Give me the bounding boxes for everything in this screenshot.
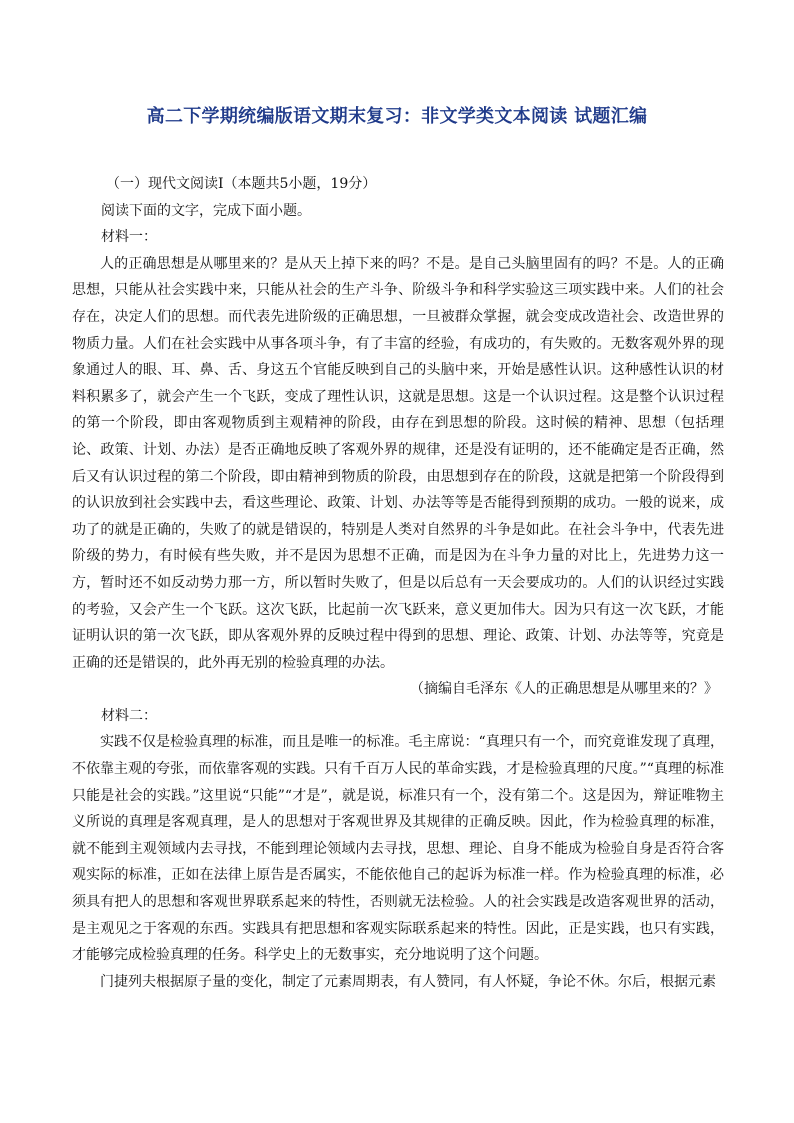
material-two-text: 实践不仅是检验真理的标准，而且是唯一的标准。毛主席说：“真理只有一个，而究竟谁发现了真理，不依靠主观的夸张，而依靠客观的实践。只有千百万人民的革命实践，才是检验真理的尺度。”“真理的标准只能是社会的实践。”这里说“只能”“才是”，就是说，标准只有一个，没有第二个。这是因为，辩证唯物主义所说的真理是客观真理，是人的思想对于客观世界及其规律的正确反映。因此，作为检验真理的标准，就不能到主观领域内去寻找，不能到理论领域内去寻找，思想、理论、自身不能成为检验自身是否符合客观实际的标准，正如在法律上原告是否属实，不能依他自己的起诉为标准一样。作为检验真理的标准，必须具有把人的思想和客观世界联系起来的特性，否则就无法检验。人的社会实践是改造客观世界的活动，是主观见之于客观的东西。实践具有把思想和客观实际联系起来的特性。因此，正是实践，也只有实践，才能够完成检验真理的任务。科学史上的无数事实，充分地说明了这个问题。 — [72, 734, 724, 964]
instruction-text: 阅读下面的文字，完成下面小题。 — [101, 202, 311, 219]
material-two-label: 材料二： — [101, 707, 157, 724]
material-one-text: 人的正确思想是从哪里来的？是从天上掉下来的吗？不是。是自己头脑里固有的吗？不是。人的正确思想，只能从社会实践中来，只能从社会的生产斗争、阶级斗争和科学实验这三项实践中来。人们的社会存在，决定人们的思想。而代表先进阶级的正确思想，一旦被群众掌握，就会变成改造社会、改造世界的物质力量。人们在社会实践中从事各项斗争，有了丰富的经验，有成功的，有失败的。无数客观外界的现象通过人的眼、耳、鼻、舌、身这五个官能反映到自己的头脑中来，开始是感性认识。这种感性认识的材料积累多了，就会产生一个飞跃，变成了理性认识，这就是思想。这是一个认识过程。这是整个认识过程的第一个阶段，即由客观物质到主观精神的阶段，由存在到思想的阶段。这时候的精神、思想（包括理论、政策、计划、办法）是否正确地反映了客观外界的规律，还是没有证明的，还不能确定是否正确，然后又有认识过程的第二个阶段，即由精神到物质的阶段，由思想到存在的阶段，这就是把第一个阶段得到的认识放到社会实践中去，看这些理论、政策、计划、办法等等是否能得到预期的成功。一般的说来，成功了的就是正确的，失败了的就是错误的，特别是人类对自然界的斗争是如此。在社会斗争中，代表先进阶级的势力，有时候有些失败，并不是因为思想不正确，而是因为在斗争力量的对比上，先进势力这一方，暂时还不如反动势力那一方，所以暂时失败了，但是以后总有一天会要成功的。人们的认识经过实践的考验，又会产生一个飞跃。这次飞跃，比起前一次飞跃来，意义更加伟大。因为只有这一次飞跃，才能证明认识的第一次飞跃，即从客观外界的反映过程中得到的思想、理论、政策、计划、办法等等，究竟是正确的还是错误的，此外再无别的检验真理的办法。 — [72, 255, 724, 671]
page-title: 高二下学期统编版语文期末复习：非文学类文本阅读 试题汇编 — [146, 106, 648, 127]
material-one-label: 材料一： — [101, 229, 157, 246]
material-two-paragraph-two: 门捷列夫根据原子量的变化，制定了元素周期表，有人赞同，有人怀疑，争论不休。尔后，根据元素 — [100, 973, 716, 990]
section-heading: （一）现代文阅读Ⅰ（本题共5小题，19分） — [106, 176, 377, 192]
document-body — [72, 171, 724, 995]
material-one-source: （摘编自毛泽东《人的正确思想是从哪里来的？》 — [410, 681, 718, 698]
